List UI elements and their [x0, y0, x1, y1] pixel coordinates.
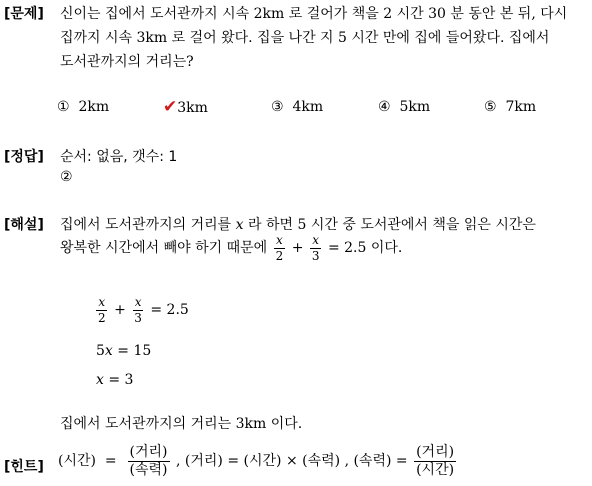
- question-line-2: 집까지 시속 3km 로 걸어 왔다. 집을 나간 지 5 시간 만에 집에 들어왔다. 집에서: [60, 30, 550, 46]
- equation-step-3: x = 3: [96, 372, 134, 388]
- solution-line-2: 왕복한 시간에서 빼야 하기 때문에 $\frac{x}{2}$ + $\frac{x}{3}$ = 2.5 이다.: [60, 233, 403, 263]
- choice-2[interactable]: [163, 97, 208, 117]
- fraction-x-over-3: $\frac{x}{3}$: [311, 233, 320, 263]
- choice-3-text: 4km: [292, 99, 324, 115]
- choice-4[interactable]: [378, 99, 430, 115]
- solution-conclusion: 집에서 도서관까지의 거리는 3km 이다.: [60, 416, 303, 432]
- choice-3[interactable]: [271, 99, 323, 115]
- choice-4-text: 5km: [399, 99, 431, 115]
- question-tag: [문제]: [4, 6, 44, 22]
- check-mark-icon: ✔: [163, 97, 178, 117]
- fraction-x-over-2: $\frac{x}{2}$: [275, 233, 284, 263]
- choice-4-mark: ④: [378, 99, 391, 115]
- choice-3-mark: ③: [271, 99, 284, 115]
- question-line-3: 도서관까지의 거리는?: [60, 54, 194, 70]
- choice-5-mark: ⑤: [484, 99, 497, 115]
- choice-5-text: 7km: [505, 99, 537, 115]
- equation-step-1: $\frac{x}{2}$ + $\frac{x}{3}$ = 2.5: [98, 295, 189, 325]
- solution-line-1: 집에서 도서관까지의 거리를 x 라 하면 5 시간 중 도서관에서 책을 읽은 시간은: [60, 217, 536, 233]
- question-line-1: 신이는 집에서 도서관까지 시속 2km 로 걸어가 책을 2 시간 30 분 동안 본 뒤, 다시: [60, 6, 568, 22]
- answer-line-2: ②: [60, 169, 73, 185]
- choice-1-mark: ①: [57, 99, 70, 115]
- hint-tag: [힌트]: [4, 459, 44, 475]
- solution-tag: [해설]: [4, 217, 44, 233]
- answer-line-1: 순서: 없음, 갯수: 1: [60, 149, 178, 165]
- variable-x: x: [235, 217, 244, 233]
- choice-2-text: 3km: [177, 100, 208, 116]
- choice-1[interactable]: [57, 99, 109, 115]
- hint-formula: (시간) = $\frac{\text{(거리)}}{\text{(속력)}}$ , (거리) = (시간) × (속력) , (속력) = $\frac{\text{(거리)}}{\text{(시간)}}$: [58, 444, 455, 478]
- choice-5[interactable]: [484, 99, 536, 115]
- choice-1-text: 2km: [78, 99, 110, 115]
- answer-tag: [정답]: [4, 149, 44, 165]
- equation-step-2: 5x = 15: [96, 343, 152, 359]
